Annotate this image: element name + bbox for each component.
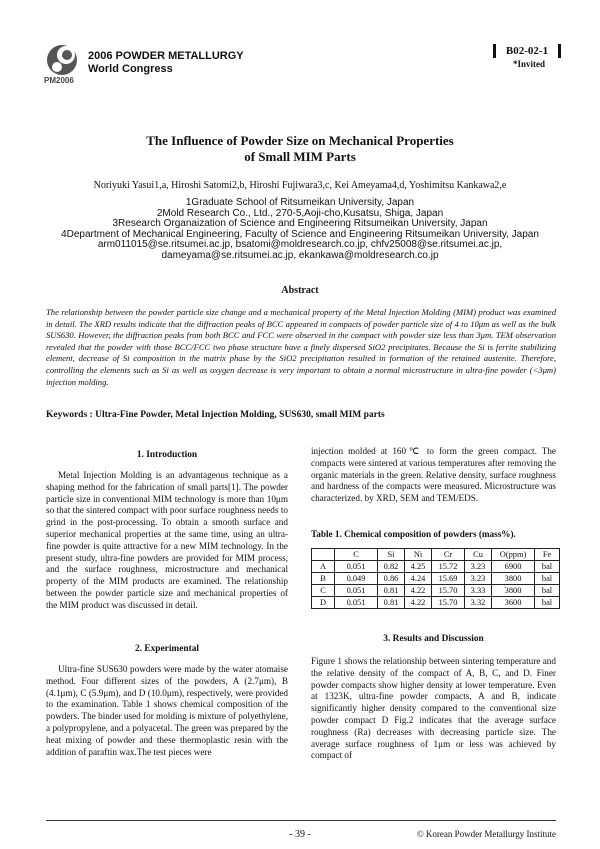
footer-divider (46, 820, 556, 821)
affiliation-1: 1Graduate School of Ritsumeikan University, Japan (185, 197, 415, 208)
table-row (312, 585, 560, 597)
intro-paragraph: Metal Injection Molding is an advantageous technique as a shaping method for the fabrication of small parts[1]. The powder particle size in conventional MIM technology is more than 10μm so that the sintered compact with poor surface roughness needs to grind in the post-processing. To obtain a smooth surface and superior mechanical properties at the same time, using an ultra-fine powder is quite attractive for a new MIM technology. In the present study, ultra-fine powders are provided for MIM process, and the surface roughness, microstructure and mechanical property of the MIM products are examined. The relationship between the powder particle size and mechanical properties of the MIM product was discussed in detail. (46, 470, 288, 610)
composition-table (311, 548, 560, 609)
table-cell: bal (535, 561, 560, 573)
affiliation-3: 3Research Organaization of Science and Engineering Ritsumeikan University, Japan (112, 218, 488, 229)
table-header-cell: Si (378, 549, 405, 561)
affiliation-4: 4Department of Mechanical Engineering, Faculty of Science and Engineering Ritsumeikan University, Japan (61, 228, 539, 240)
table-header-cell (312, 549, 335, 561)
results-heading: 3. Results and Discussion (383, 634, 484, 644)
paper-code: B02-02-1 (493, 44, 561, 58)
table-cell: bal (535, 597, 560, 609)
table-cell: 3.33 (465, 585, 492, 597)
table-cell: C (312, 585, 335, 597)
table-header-cell: Cr (432, 549, 465, 561)
table-cell: 15.72 (432, 561, 465, 573)
results-body (311, 656, 556, 762)
experimental-paragraph: Ultra-fine SUS630 powders were made by the water atomaise method. Four different sizes of the powders, A (2.7μm), B (4.1μm), C (5.9μm), and D (10.0μm), respectively, were provided to the examination. Table 1 shows chemical composition of the powders. The binder used for molding is mixture of polyethylene, a polypropylene, and a polyacetal. The green was prepared by the heat mixing of powder and these thermoplastic resin with the addition of paraftin wax.The test pieces were (46, 664, 288, 757)
email-line-1[interactable]: arm011015@se.ritsumei.ac.jp, bsatomi@moldresearch.co.jp, chfv25008@se.ritsumei.ac.jp, (97, 239, 503, 250)
intro-heading: 1. Introduction (136, 450, 198, 460)
table-cell: 3.23 (465, 573, 492, 585)
table-cell: 6900 (492, 561, 535, 573)
table-cell: 3800 (492, 585, 535, 597)
table-cell: 4.24 (405, 573, 432, 585)
experimental-continued (311, 446, 556, 505)
table-cell: 3.32 (465, 597, 492, 609)
table-cell: 0.051 (335, 597, 378, 609)
table-row (312, 573, 560, 585)
table-cell: 15.69 (432, 573, 465, 585)
table-cell: bal (535, 585, 560, 597)
experimental-cont-paragraph: injection molded at 160℃ to form the green compact. The compacts were sintered at various temperatures after removing the organic materials in the green. Relative density, surface roughness and hardness of the compacts were measured. Microstructure was characterized. by XRD, SEM and TEM/EDS. (311, 446, 556, 504)
table-header-cell: O(ppm) (492, 549, 535, 561)
table-cell: 0.051 (335, 585, 378, 597)
table-header-cell: Ni (405, 549, 432, 561)
abstract-text: The relationship between the powder particle size change and a mechanical property of the Metal Injection Molding (MIM) product was examined in detail. The XRD results indicate that the diffraction peaks of BCC appeared in compacts of powder particle size of 4 to 10μm as well as the bulk SUS630. However, the diffraction peaks from both BCC and FCC were observed in the compact with powder size less than 3μm. TEM observation revealed that the powder with those BCC/FCC two phase structure have a finely dispersed SiO2 precipitates. Because the Si is ferrite stabilizing element, decrease of Si composition in the matrix phase by the SiO2 precipitation resulted in formation of the retained austenite. Therefore, controlling the elements such as Si as well as oxygen decrease is very important to obtain a normal microstructure in ultra-fine powder (<3μm) injection molding. (46, 307, 556, 387)
conference-subtitle: World Congress (88, 63, 173, 75)
author-list (0, 180, 600, 191)
table-header-row (312, 549, 560, 561)
table-cell: 0.82 (378, 561, 405, 573)
experimental-body (46, 664, 288, 758)
paper-title (0, 133, 600, 165)
table-cell: A (312, 561, 335, 573)
table-cell: 4.25 (405, 561, 432, 573)
invited-label: *Invited (513, 59, 546, 69)
table-cell: 0.81 (378, 585, 405, 597)
page-number: - 39 - (289, 829, 311, 840)
table-cell: 0.81 (378, 597, 405, 609)
table-cell: 4.22 (405, 597, 432, 609)
copyright-notice: © Korean Powder Metallurgy Institute (416, 829, 556, 839)
keywords-line: Keywords : Ultra-Fine Powder, Metal Injection Molding, SUS630, small MIM parts (46, 410, 385, 420)
title-line-2: of Small MIM Parts (244, 149, 356, 164)
table-header-cell: Fe (535, 549, 560, 561)
table-cell: 0.049 (335, 573, 378, 585)
table-1-caption: Table 1. Chemical composition of powders (mass%). (311, 529, 516, 539)
table-cell: D (312, 597, 335, 609)
email-line-2[interactable]: dameyama@se.ritsumei.ac.jp, ekankawa@moldresearch.co.jp (161, 249, 439, 261)
table-cell: 0.86 (378, 573, 405, 585)
table-cell: B (312, 573, 335, 585)
table-cell: 15.70 (432, 597, 465, 609)
results-paragraph: Figure 1 shows the relationship between sintering temperature and the relative density of the compact of A, B, C, and D. Finer powder compacts show higher density at lower temperature. Even at 1323K, ultra-fine powder compacts, A and B, indicate significantly higher density compared to the conventional size powder compact D Fig.2 indicates that the average surface roughness (Ra) decreases with decreasing particle size. The average surface roughness of 1μm or less was achieved by compact of (311, 656, 556, 761)
table-row (312, 561, 560, 573)
table-cell: 4.22 (405, 585, 432, 597)
table-cell: 15.70 (432, 585, 465, 597)
authors-text: Noriyuki Yasui1,a, Hiroshi Satomi2,b, Hiroshi Fujiwara3,c, Kei Ameyama4,d, Yoshimitsu Kankawa2,e (93, 180, 507, 191)
table-cell: bal (535, 573, 560, 585)
table-cell: 3.23 (465, 561, 492, 573)
affiliations (0, 198, 600, 261)
intro-body (46, 470, 288, 612)
table-row (312, 597, 560, 609)
table-cell: 3600 (492, 597, 535, 609)
table-cell: 0.051 (335, 561, 378, 573)
table-header-cell: C (335, 549, 378, 561)
experimental-heading: 2. Experimental (134, 644, 200, 654)
table-cell: 3800 (492, 573, 535, 585)
abstract-heading: Abstract (281, 285, 319, 296)
logo-text: PM2006 (44, 76, 74, 85)
table-header-cell: Cu (465, 549, 492, 561)
pm2006-logo-icon (46, 44, 78, 76)
affiliation-2: 2Mold Research Co., Ltd., 270-5,Aoji-cho,Kusatsu, Shiga, Japan (156, 207, 444, 219)
title-line-1: The Influence of Powder Size on Mechanical Properties (146, 133, 454, 148)
conference-name: 2006 POWDER METALLURGY (88, 50, 244, 62)
